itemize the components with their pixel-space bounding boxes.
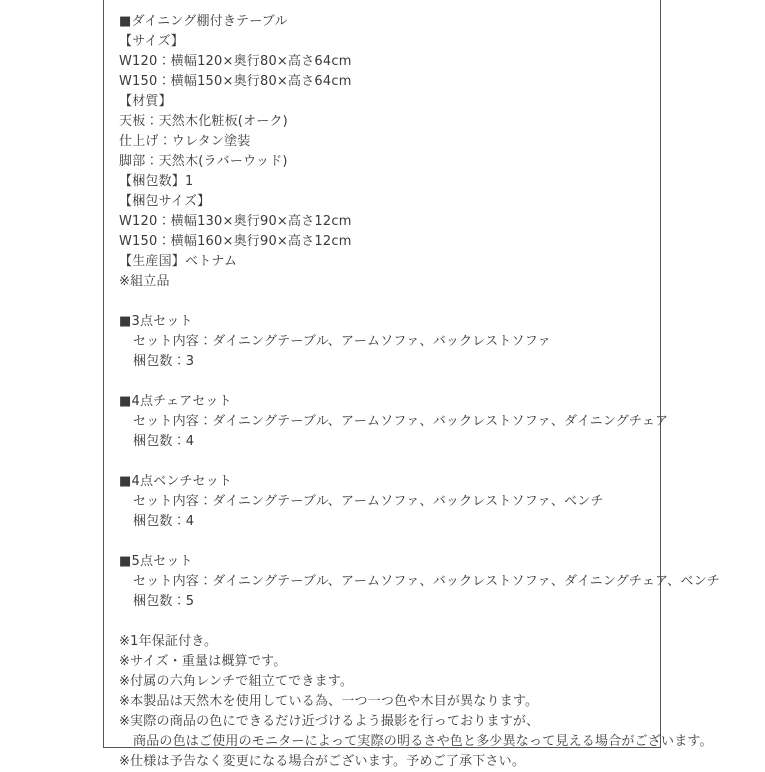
product-spec-line: W120：横幅120×奥行80×高さ64cm — [119, 54, 352, 69]
set-heading: ■5点セット — [119, 554, 193, 569]
block-separator — [119, 452, 652, 472]
block-separator — [119, 372, 652, 392]
product-spec-line: W150：横幅160×奥行90×高さ12cm — [119, 234, 352, 249]
product-heading: ■ダイニング棚付きテーブル — [119, 14, 288, 29]
note-line: ※仕様は予告なく変更になる場合がございます。予めご了承下さい。 — [119, 754, 526, 769]
notes-list — [119, 632, 713, 772]
product-spec-line: 【生産国】ベトナム — [119, 254, 238, 269]
set-package-count-line: 梱包数：3 — [133, 354, 195, 369]
product-spec-lines — [119, 32, 652, 292]
product-spec-line: ※組立品 — [119, 274, 170, 289]
product-spec-line: W120：横幅130×奥行90×高さ12cm — [119, 214, 352, 229]
note-line: ※1年保証付き。 — [119, 634, 218, 649]
set-block — [119, 472, 652, 532]
product-spec-line: 仕上げ：ウレタン塗装 — [119, 134, 251, 149]
set-block — [119, 312, 652, 372]
set-package-count-line: 梱包数：5 — [133, 594, 195, 609]
notes-block — [119, 632, 713, 772]
product-spec-line: W150：横幅150×奥行80×高さ64cm — [119, 74, 352, 89]
block-separator — [119, 532, 652, 552]
set-contents-line: セット内容：ダイニングテーブル、アームソファ、バックレストソファ、ベンチ — [133, 494, 604, 509]
note-line: 商品の色はご使用のモニターによって実際の明るさや色と多少異なって見える場合がございます。 — [133, 734, 713, 749]
product-spec-line: 【サイズ】 — [119, 34, 184, 49]
product-spec-block — [119, 12, 652, 292]
block-separator — [119, 292, 652, 312]
product-spec-line: 脚部：天然木(ラバーウッド) — [119, 154, 288, 169]
note-line: ※実際の商品の色にできるだけ近づけるよう撮影を行っておりますが、 — [119, 714, 540, 729]
set-heading: ■3点セット — [119, 314, 193, 329]
set-package-count-line: 梱包数：4 — [133, 514, 195, 529]
specification-text-body — [119, 12, 720, 772]
product-spec-line: 【材質】 — [119, 94, 172, 109]
block-separator — [119, 612, 652, 632]
set-contents-line: セット内容：ダイニングテーブル、アームソファ、バックレストソファ、ダイニングチェア — [133, 414, 669, 429]
note-line: ※サイズ・重量は概算です。 — [119, 654, 287, 669]
set-heading: ■4点チェアセット — [119, 394, 232, 409]
note-line: ※本製品は天然木を使用している為、一つ一つ色や木目が異なります。 — [119, 694, 539, 709]
set-block — [119, 552, 720, 612]
note-line: ※付属の六角レンチで組立てできます。 — [119, 674, 354, 689]
product-spec-line: 【梱包サイズ】 — [119, 194, 211, 209]
set-contents-line: セット内容：ダイニングテーブル、アームソファ、バックレストソファ — [133, 334, 551, 349]
product-spec-line: 天板：天然木化粧板(オーク) — [119, 114, 288, 129]
set-package-count-line: 梱包数：4 — [133, 434, 195, 449]
specification-panel — [103, 0, 720, 769]
set-block — [119, 392, 669, 452]
product-spec-line: 【梱包数】1 — [119, 174, 194, 189]
set-contents-line: セット内容：ダイニングテーブル、アームソファ、バックレストソファ、ダイニングチェア、ベンチ — [133, 574, 720, 589]
set-heading: ■4点ベンチセット — [119, 474, 233, 489]
set-variations-list — [119, 312, 720, 632]
